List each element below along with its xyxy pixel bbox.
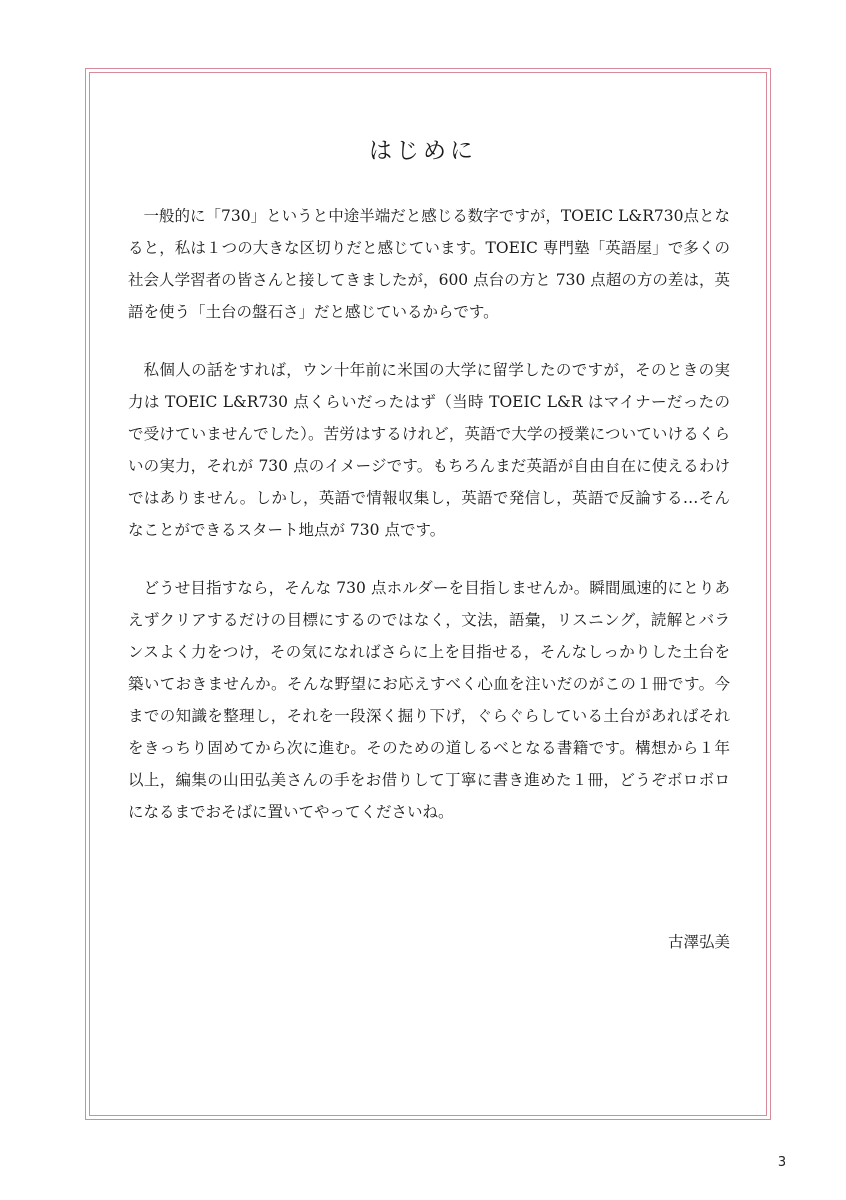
paragraph-1: 一般的に「730」というと中途半端だと感じる数字ですが，TOEIC L&R730点となると，私は１つの大きな区切りだと感じています。TOEIC 専門塾「英語屋」で多くの社会人学習者の皆さんと接してきましたが，600 点台の方と 730 点超の方の差は，英語を使う「土台の盤石さ」だと感じているからです。 xyxy=(128,207,730,321)
body-text xyxy=(128,200,730,854)
paragraph-2: 私個人の話をすれば，ウン十年前に米国の大学に留学したのですが，そのときの実力は TOEIC L&R730 点くらいだったはず（当時 TOEIC L&R はマイナーだったので受けていませんでした）。苦労はするけれど，英語で大学の授業についていけるくらいの実力，それが 730 点のイメージです。もちろんまだ英語が自由自在に使えるわけではありません。しかし，英語で情報収集し，英語で発信し，英語で反論する…そんなことができるスタート地点が 730 点です。 xyxy=(128,361,730,539)
page-title: はじめに xyxy=(369,138,477,164)
author-signature: 古澤弘美 xyxy=(667,933,730,951)
paragraph-3: どうせ目指すなら，そんな 730 点ホルダーを目指しませんか。瞬間風速的にとりあえずクリアするだけの目標にするのではなく，文法，語彙，リスニング，読解とバランスよく力をつけ，その気になればさらに上を目指せる，そんなしっかりした土台を築いておきませんか。そんな野望にお応えすべく心血を注いだのがこの１冊です。今までの知識を整理し，それを一段深く掘り下げ，ぐらぐらしている土台があればそれをきっちり固めてから次に進む。そのための道しるべとなる書籍です。構想から１年以上，編集の山田弘美さんの手をお借りして丁寧に書き進めた１冊，どうぞボロボロになるまでおそばに置いてやってくださいね。 xyxy=(128,579,730,821)
page-number: 3 xyxy=(777,1155,787,1170)
